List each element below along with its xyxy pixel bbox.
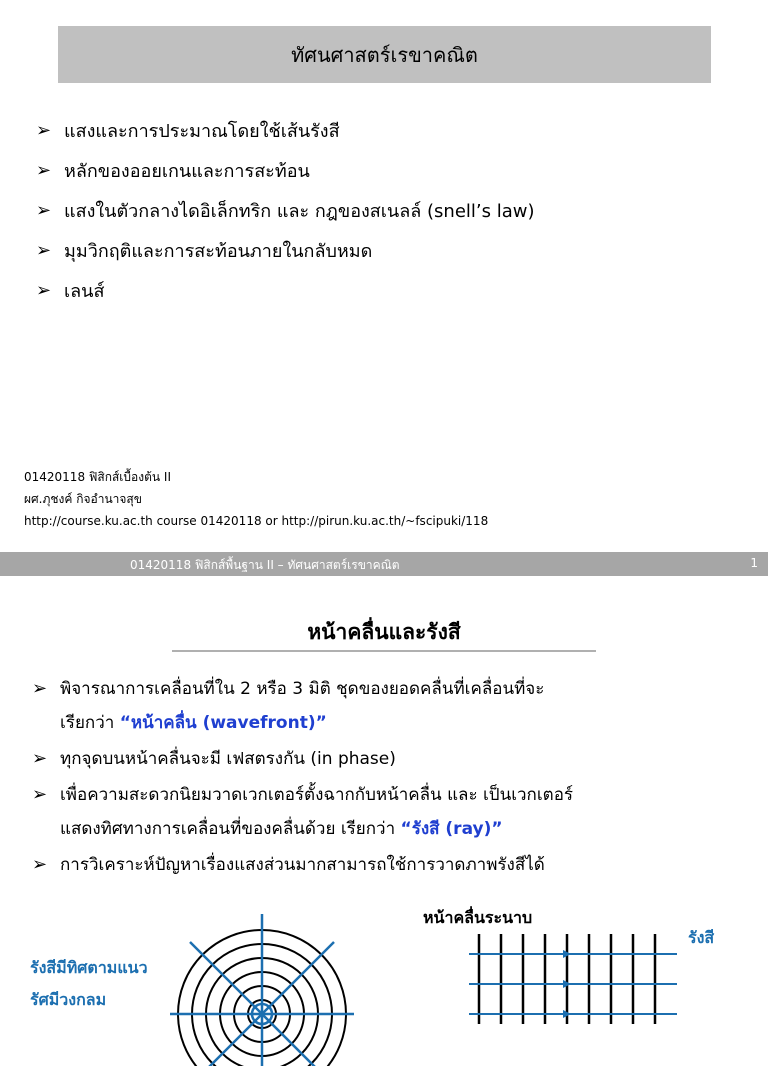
arrow-bullet-icon: ➢ [36,159,52,181]
list-item: ➢ พิจารณาการเคลื่อนที่ใน 2 หรือ 3 มิติ ชุดของยอดคลื่นที่เคลื่อนที่จะ เรียกว่า “หน้าคลื่น (wavefront)” [32,672,573,740]
list-item: ➢ แสงและการประมาณโดยใช้เส้นรังสี [36,119,340,142]
ray-term: “รังสี (ray)” [400,819,503,839]
list-item: ➢ เพื่อความสะดวกนิยมวาดเวกเตอร์ตั้งฉากกับหน้าคลื่น และ เป็นเวกเตอร์ แสดงทิศทางการเคลื่อนที่ของคลื่นด้วย เรียกว่า “รังสี (ray)” [32,778,573,846]
slide-2-title: หน้าคลื่นและรังสี [307,620,461,644]
list-item: ➢ หลักของออยเกนและการสะท้อน [36,159,310,182]
list-item: ➢ แสงในตัวกลางไดอิเล็กทริก และ กฎของสเนลล์ (snell’s law) [36,199,535,222]
wavefront-term: “หน้าคลื่น (wavefront)” [119,713,327,733]
slide-title: ทัศนศาสตร์เรขาคณิต [291,42,478,67]
radial-caption: รังสีมีทิศตามแนว รัศมีวงกลม [30,958,148,1009]
arrow-bullet-icon: ➢ [36,279,52,301]
spherical-wavefront-diagram [170,906,390,1066]
plane-wavefront-diagram [465,924,685,1024]
course-code: 01420118 ฟิสิกส์เบื้องต้น II [24,470,171,484]
ray-caption: รังสี [688,928,715,947]
arrow-bullet-icon: ➢ [32,854,48,875]
slide-2 [0,576,768,1024]
arrow-bullet-icon: ➢ [36,239,52,261]
list-item: ➢ เลนส์ [36,279,105,302]
arrow-bullet-icon: ➢ [32,748,48,769]
arrow-bullet-icon: ➢ [32,678,48,699]
slide-footer-text: 01420118 ฟิสิกส์พื้นฐาน II – ทัศนศาสตร์เรขาคณิต [130,558,400,572]
arrow-bullet-icon: ➢ [36,199,52,221]
arrow-bullet-icon: ➢ [36,119,52,141]
list-item: ➢ การวิเคราะห์ปัญหาเรื่องแสงส่วนมากสามารถใช้การวาดภาพรังสีได้ [32,848,573,882]
arrow-bullet-icon: ➢ [32,784,48,805]
list-item: ➢ มุมวิกฤติและการสะท้อนภายในกลับหมด [36,239,373,262]
instructor-name: ผศ.ภุชงค์ กิจอำนาจสุข [24,492,142,506]
plane-wavefront-caption: หน้าคลื่นระนาบ [423,908,533,927]
title-underline [172,650,596,652]
page-number: 1 [750,556,758,570]
course-url[interactable]: http://course.ku.ac.th course 01420118 or http://pirun.ku.ac.th/~fscipuki/118 [24,514,489,528]
topic-list [36,110,535,310]
list-item: ➢ ทุกจุดบนหน้าคลื่นจะมี เฟสตรงกัน (in phase) [32,742,573,776]
slide-footer-bar [0,552,768,576]
concept-list [32,672,573,884]
course-info [24,466,488,532]
slide-title-bar [58,26,711,83]
